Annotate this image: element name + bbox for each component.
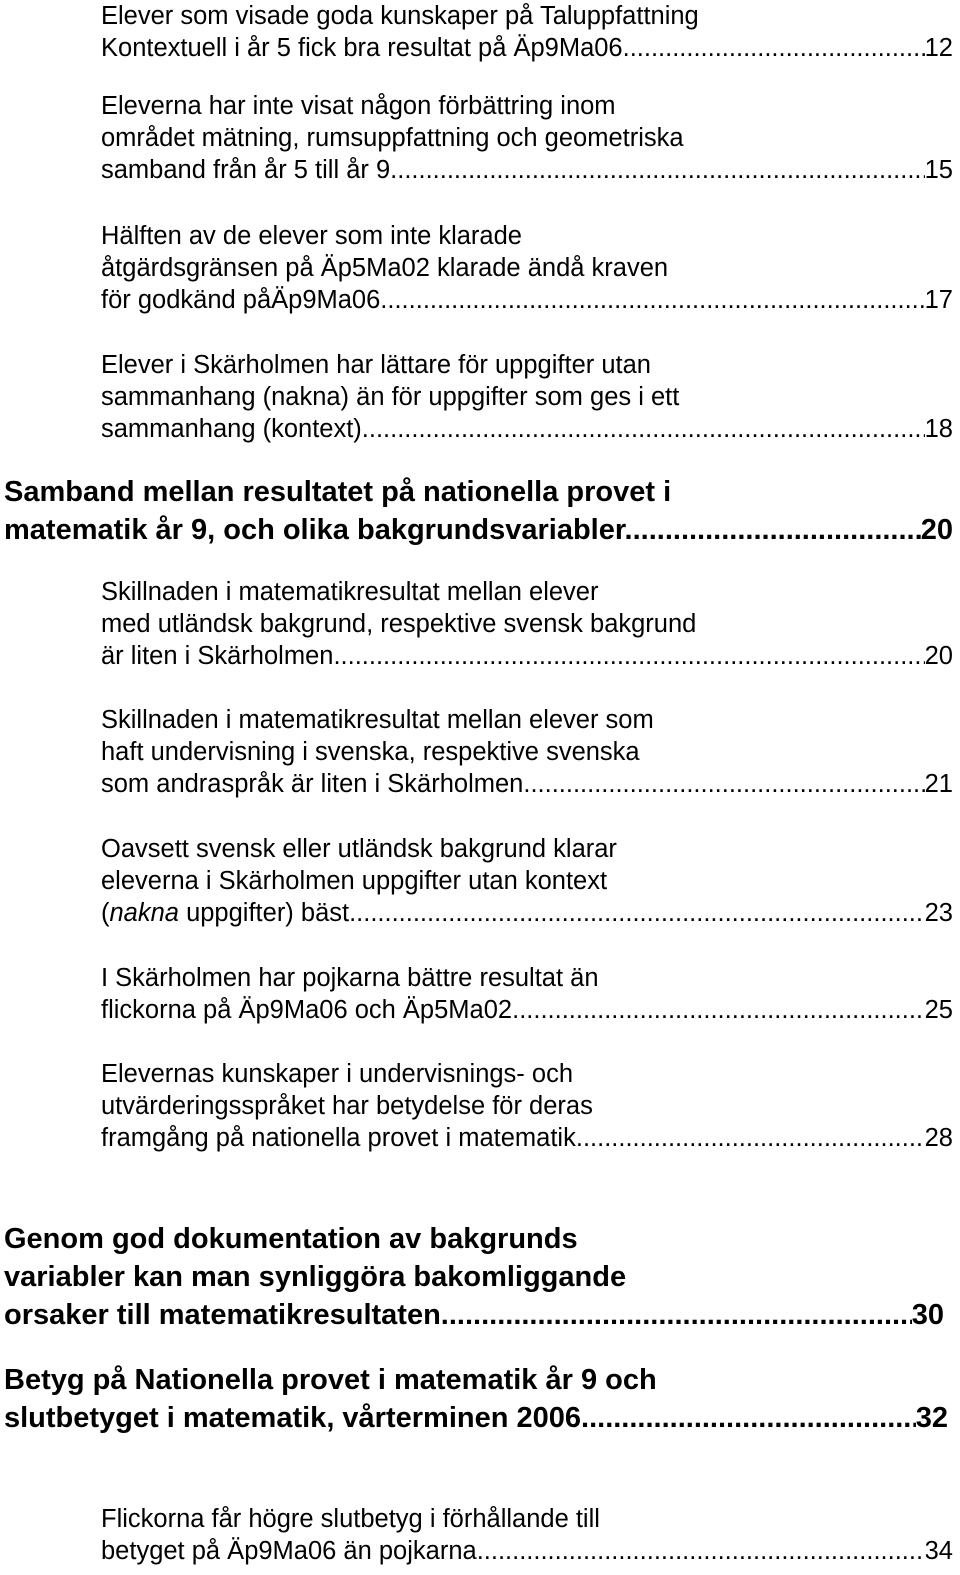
toc-entry-text: Eleverna har inte visat någon förbättring inom [101,92,616,120]
toc-entry-text: med utländsk bakgrund, respektive svensk bakgrund [101,610,697,639]
toc-entry[interactable] [101,1503,953,1567]
toc-page-number: 28 [924,1124,953,1153]
toc-entry-text: för godkänd påÄp9Ma06. ..... [101,284,925,316]
toc-entry-text: Oavsett svensk eller utländsk bakgrund klarar [101,835,617,863]
toc-entry-text: I Skärholmen har pojkarna bättre resultat än [101,964,599,992]
toc-entry[interactable] [101,90,953,187]
toc-entry-text: sammanhang (nakna) än för uppgifter som ges i ett [101,383,680,412]
toc-entry-text: (nakna uppgifter) bäst. ..... [101,897,925,929]
toc-entry-italic-text: nakna [109,899,179,928]
toc-section-text: Betyg på Nationella provet i matematik år 9 och [4,1364,657,1396]
toc-section-text: variabler kan man synliggöra bakomliggande [4,1261,627,1293]
toc-section-text: matematik år 9, och olika bakgrundsvariabler ..... [4,511,921,549]
toc-entry-text: Skillnaden i matematikresultat mellan elever som [101,706,654,734]
toc-page-number: 15 [924,156,953,185]
toc-section-text: Genom god dokumentation av bakgrunds [4,1223,578,1255]
toc-page-number: 17 [924,286,953,315]
toc-entry[interactable] [101,349,953,446]
toc-entry-text: som andraspråk är liten i Skärholmen. ..... [101,768,925,800]
toc-page-number: 23 [924,899,953,928]
toc-entry-text: Elever i Skärholmen har lättare för uppgifter utan [101,351,651,379]
toc-entry-text: haft undervisning i svenska, respektive svenska [101,738,640,767]
toc-section-text: slutbetyget i matematik, vårterminen 2006. ..... [4,1399,916,1437]
toc-entry[interactable] [101,1058,953,1155]
toc-section[interactable] [4,1361,948,1437]
toc-section-text: orsaker till matematikresultaten. ..... [4,1296,912,1334]
toc-entry-text: Elevernas kunskaper i undervisnings- och [101,1060,573,1088]
toc-entry-text: Kontextuell i år 5 fick bra resultat på Äp9Ma06 ..... [101,32,925,64]
toc-entry-text: samband från år 5 till år 9. ..... [101,154,925,186]
toc-entry-text: utvärderingsspråket har betydelse för deras [101,1092,593,1121]
toc-page-number: 30 [911,1299,944,1331]
toc-page-number: 34 [924,1537,953,1566]
toc-entry-text: Hälften av de elever som inte klarade [101,222,522,250]
toc-page-number: 21 [924,770,953,799]
toc-page-number: 20 [924,642,953,671]
toc-entry-text: är liten i Skärholmen. ..... [101,640,925,672]
toc-entry[interactable] [101,704,953,801]
toc-entry-text: Skillnaden i matematikresultat mellan elever [101,578,599,606]
toc-page-number: 18 [924,415,953,444]
toc-section[interactable] [4,1220,944,1334]
toc-entry-text: området mätning, rumsuppfattning och geometriska [101,124,684,153]
toc-entry-text: Elever som visade goda kunskaper på Taluppfattning [101,2,699,30]
toc-page-number: 20 [920,514,953,546]
toc-entry[interactable] [101,833,953,930]
toc-entry[interactable] [101,220,953,317]
toc-page-number: 32 [915,1402,948,1434]
toc-entry-text: Flickorna får högre slutbetyg i förhållande till [101,1505,600,1533]
toc-entry[interactable] [101,0,953,64]
toc-entry-text: flickorna på Äp9Ma06 och Äp5Ma02. ..... [101,994,925,1026]
toc-section[interactable] [4,473,953,549]
toc-page-number: 12 [924,34,953,63]
toc-entry-text: eleverna i Skärholmen uppgifter utan kontext [101,867,608,896]
toc-entry[interactable] [101,576,953,673]
toc-entry[interactable] [101,962,953,1026]
toc-entry-text: sammanhang (kontext). ..... [101,413,925,445]
toc-section-text: Samband mellan resultatet på nationella provet i [4,476,672,508]
toc-entry-text: framgång på nationella provet i matematik. ..... [101,1122,925,1154]
toc-entry-text: betyget på Äp9Ma06 än pojkarna. ..... [101,1535,925,1567]
toc-entry-text: åtgärdsgränsen på Äp5Ma02 klarade ändå kraven [101,254,669,283]
toc-page-number: 25 [924,996,953,1025]
